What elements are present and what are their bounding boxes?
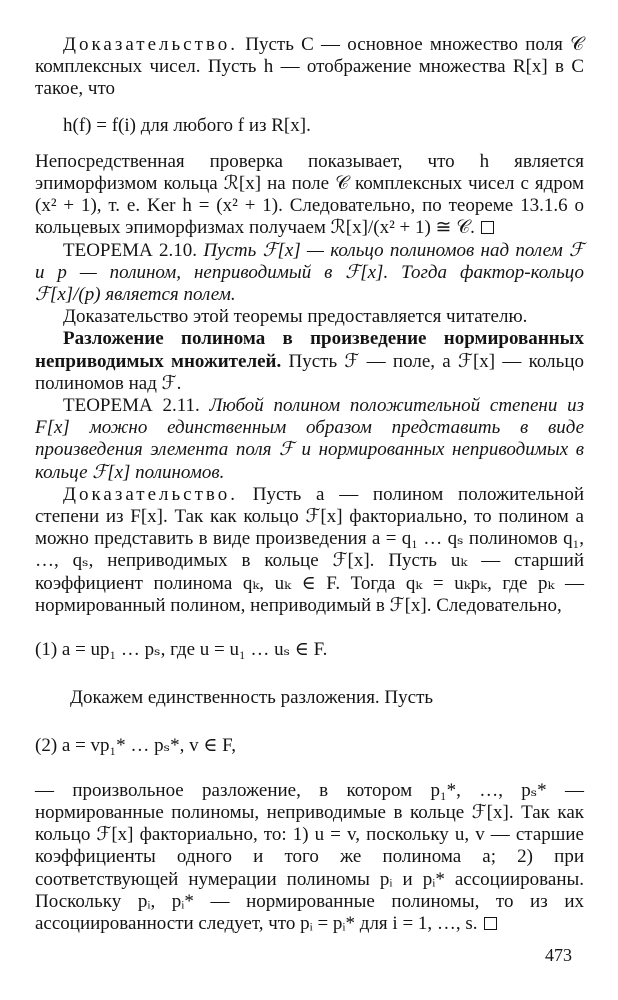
final-paragraph	[35, 780, 584, 935]
proof-text-2: Пусть a — полином положительной степени из F[x]. Так как кольцо ℱ[x] факториально, то полином a можно представить в виде произведения a = q₁ … qₛ полиномов q₁, …, qₛ, неприводимых в кольце ℱ[x]. Пусть uₖ — старший коэффициент полинома qₖ, uₖ ∈ F. Тогда qₖ = uₖpₖ, где pₖ — нормированный полином, неприводимый в ℱ[x]. Следовательно,	[35, 483, 584, 616]
formula-1: (1) a = up₁ … pₛ, где u = u₁ … uₛ ∈ F.	[35, 639, 328, 661]
section-title: Разложение полинома в произведение нормированных неприводимых множителей.	[35, 328, 584, 372]
formula-2: (2) a = vp₁* … pₛ*, v ∈ F,	[35, 735, 236, 757]
theorem-2-10-label: ТЕОРЕМА 2.10.	[63, 239, 198, 261]
qed-box-icon	[481, 221, 494, 234]
proof-text-1: Пусть C — основное множество поля 𝒞 комплексных чисел. Пусть h — отображение множества R[x] в C такое, что	[35, 34, 584, 100]
page-number: 473	[545, 945, 572, 965]
proof-paragraph-2	[35, 484, 584, 617]
proof-label-1: Доказательство.	[63, 34, 238, 55]
theorem-2-11-text: Любой полином положительной степени из F[x] можно единственным образом представить в виде произведения элемента поля ℱ и нормированных неприводимых в кольце ℱ[x] полиномов.	[35, 395, 584, 483]
proof-label-2: Доказательство.	[63, 483, 238, 505]
formula-h: h(f) = f(i) для любого f из R[x].	[63, 114, 311, 136]
page-body	[35, 34, 584, 935]
section-text: Пусть ℱ — поле, а ℱ[x] — кольцо полиномов над ℱ.	[35, 350, 584, 394]
theorem-2-11	[35, 395, 584, 484]
theorem-2-10-text: Пусть ℱ[x] — кольцо полиномов над полем ℱ и p — полином, неприводимый в ℱ[x]. Тогда фактор-кольцо ℱ[x]/(p) является полем.	[35, 239, 584, 306]
theorem-2-11-label: ТЕОРЕМА 2.11.	[63, 395, 200, 417]
reader-paragraph: Доказательство этой теоремы предоставляется читателю.	[63, 306, 528, 328]
qed-box-icon	[484, 917, 497, 930]
verification-paragraph	[35, 151, 584, 240]
section-paragraph	[35, 328, 584, 395]
proof-paragraph-1	[35, 34, 584, 101]
theorem-2-10	[35, 240, 584, 307]
final-text: — произвольное разложение, в котором p₁*, …, pₛ* — нормированные полиномы, неприводимые в кольце ℱ[x]. Так как кольцо ℱ[x] факториально, то: 1) u = v, поскольку u, v — старшие коэффициенты одного и того же полинома a; 2) при соответствующей нумерации полиномы pᵢ и pᵢ* ассоциированы. Поскольку pᵢ, pᵢ* — нормированные полиномы, то из их ассоциированности следует, что pᵢ = pᵢ* для i = 1, …, s.	[35, 779, 584, 934]
uniqueness-line: Докажем единственность разложения. Пусть	[70, 687, 434, 709]
verification-text: Непосредственная проверка показывает, что h является эпиморфизмом кольца ℛ[x] на поле 𝒞 комплексных чисел с ядром (x² + 1), т. е. Ker h = (x² + 1). Следовательно, по теореме 13.1.6 о кольцевых эпиморфизмах получаем ℛ[x]/(x² + 1) ≅ 𝒞.	[35, 150, 584, 239]
